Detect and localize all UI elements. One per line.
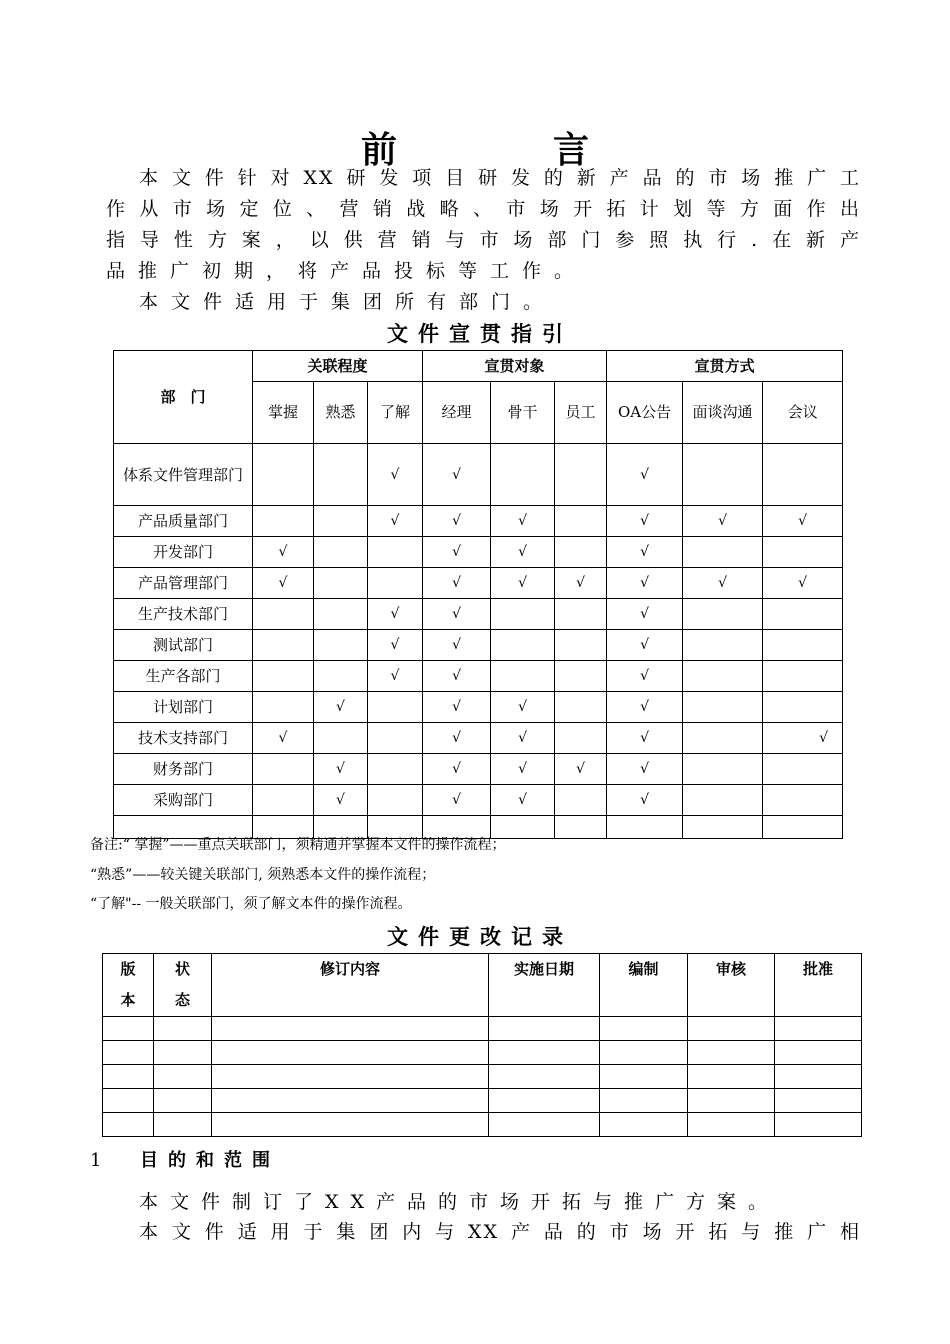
note-line-3: “了解"-- 一般关联部门，须了解文本件的操作流程。: [90, 896, 412, 912]
revision-cell: [600, 1017, 688, 1041]
table-row: [114, 785, 843, 816]
check-cell: [253, 785, 314, 816]
section-1-line-2: 本文件适用于集团内与XX产品的市场开拓与推广相: [139, 1221, 861, 1243]
check-cell: √: [423, 444, 491, 506]
check-cell: √: [491, 692, 555, 723]
revision-header-5: 审核: [688, 954, 775, 1017]
dept-name: 财务部门: [114, 754, 253, 785]
check-cell: √: [607, 506, 683, 537]
revision-cell: [154, 1065, 212, 1089]
check-cell: √: [253, 723, 314, 754]
revision-cell: [688, 1041, 775, 1065]
check-cell: [763, 754, 843, 785]
check-cell: [555, 692, 607, 723]
check-cell: √: [423, 599, 491, 630]
check-cell: √: [423, 754, 491, 785]
check-cell: √: [491, 785, 555, 816]
check-cell: √: [314, 785, 368, 816]
check-cell: [763, 599, 843, 630]
check-cell: √: [423, 506, 491, 537]
subheader-5: 员工: [555, 382, 607, 444]
check-cell: [368, 692, 423, 723]
dept-name: 技术支持部门: [114, 723, 253, 754]
revision-header-6: 批准: [775, 954, 862, 1017]
section-1-title: 目的和范围: [140, 1150, 280, 1171]
revision-header-0: 版本: [103, 954, 154, 1017]
check-cell: √: [368, 444, 423, 506]
revision-cell: [154, 1089, 212, 1113]
table-row: [114, 754, 843, 785]
check-cell: [253, 661, 314, 692]
check-cell: [253, 630, 314, 661]
check-cell: √: [491, 723, 555, 754]
subheader-7: 面谈沟通: [683, 382, 763, 444]
dept-name: 产品管理部门: [114, 568, 253, 599]
preface-line-3: 指导性方案，以供营销与市场部门参照执行.在新产: [106, 229, 861, 251]
revision-header-4: 编制: [600, 954, 688, 1017]
subheader-2: 了解: [368, 382, 423, 444]
revision-cell: [103, 1113, 154, 1137]
dept-name: 测试部门: [114, 630, 253, 661]
check-cell: [683, 723, 763, 754]
check-cell: [763, 785, 843, 816]
check-cell: [683, 692, 763, 723]
revision-cell: [489, 1065, 600, 1089]
table-row: [114, 506, 843, 537]
check-cell: √: [314, 692, 368, 723]
check-cell: [368, 568, 423, 599]
table-row: [114, 723, 843, 754]
check-cell: √: [607, 537, 683, 568]
check-cell: [314, 723, 368, 754]
check-cell: √: [763, 506, 843, 537]
revision-cell: [489, 1017, 600, 1041]
check-cell: √: [491, 568, 555, 599]
table-row: [114, 630, 843, 661]
check-cell: [555, 723, 607, 754]
dept-header: 部 门: [114, 351, 253, 444]
revision-cell: [103, 1017, 154, 1041]
check-cell: √: [607, 630, 683, 661]
check-cell: √: [491, 754, 555, 785]
check-cell: [555, 444, 607, 506]
revision-cell: [600, 1065, 688, 1089]
revision-cell: [154, 1113, 212, 1137]
guide-title: 文件宣贯指引: [387, 322, 573, 346]
check-cell: √: [491, 506, 555, 537]
check-cell: √: [423, 630, 491, 661]
dept-name: 计划部门: [114, 692, 253, 723]
table-row: [103, 1113, 862, 1137]
check-cell: √: [607, 692, 683, 723]
check-cell: √: [607, 599, 683, 630]
table-row: [114, 599, 843, 630]
page-title: 前 言: [360, 130, 649, 171]
check-cell: [253, 506, 314, 537]
check-cell: [763, 537, 843, 568]
revision-header-1: 状态: [154, 954, 212, 1017]
check-cell: [314, 661, 368, 692]
subheader-6: OA公告: [607, 382, 683, 444]
preface-scope: 本文件适用于集团所有部门。: [139, 291, 556, 313]
revision-cell: [775, 1113, 862, 1137]
check-cell: √: [607, 723, 683, 754]
check-cell: √: [555, 568, 607, 599]
check-cell: √: [368, 599, 423, 630]
revision-cell: [103, 1041, 154, 1065]
check-cell: √: [607, 444, 683, 506]
revision-cell: [212, 1041, 489, 1065]
note-line-2: “熟悉”——较关键关联部门, 须熟悉本文件的操作流程；: [90, 867, 436, 883]
table-row: [114, 444, 843, 506]
check-cell: [253, 692, 314, 723]
group-header-relevance: 关联程度: [253, 351, 423, 382]
dept-name: 生产技术部门: [114, 599, 253, 630]
check-cell: √: [368, 661, 423, 692]
revision-cell: [489, 1089, 600, 1113]
section-1-line-1: 本文件制订了XX产品的市场开拓与推广方案。: [139, 1191, 780, 1213]
check-cell: √: [607, 661, 683, 692]
check-cell: [607, 816, 683, 839]
check-cell: [491, 630, 555, 661]
revision-cell: [688, 1089, 775, 1113]
check-cell: √: [607, 785, 683, 816]
check-cell: √: [683, 506, 763, 537]
check-cell: √: [763, 723, 843, 754]
check-cell: [491, 444, 555, 506]
check-cell: [555, 785, 607, 816]
check-cell: [314, 537, 368, 568]
table-row: [114, 568, 843, 599]
revision-cell: [688, 1113, 775, 1137]
check-cell: [491, 599, 555, 630]
check-cell: [555, 816, 607, 839]
subheader-8: 会议: [763, 382, 843, 444]
section-1-heading: [90, 1146, 280, 1172]
check-cell: [683, 816, 763, 839]
check-cell: [763, 661, 843, 692]
revision-cell: [489, 1113, 600, 1137]
check-cell: [314, 630, 368, 661]
revision-cell: [600, 1041, 688, 1065]
check-cell: [683, 754, 763, 785]
check-cell: [555, 661, 607, 692]
revision-title: 文件更改记录: [387, 925, 573, 949]
subheader-0: 掌握: [253, 382, 314, 444]
subheader-3: 经理: [423, 382, 491, 444]
dept-name: 生产各部门: [114, 661, 253, 692]
check-cell: [763, 630, 843, 661]
check-cell: [368, 785, 423, 816]
revision-header-2: 修订内容: [212, 954, 489, 1017]
check-cell: [253, 444, 314, 506]
table-row: [114, 537, 843, 568]
revision-cell: [600, 1089, 688, 1113]
check-cell: √: [763, 568, 843, 599]
revision-cell: [489, 1041, 600, 1065]
check-cell: √: [683, 568, 763, 599]
check-cell: [314, 506, 368, 537]
check-cell: [314, 599, 368, 630]
dept-name: 采购部门: [114, 785, 253, 816]
check-cell: [368, 537, 423, 568]
table-row: [114, 692, 843, 723]
check-cell: √: [555, 754, 607, 785]
check-cell: [683, 630, 763, 661]
section-1-number: 1: [90, 1150, 102, 1171]
check-cell: [683, 537, 763, 568]
dept-name: 产品质量部门: [114, 506, 253, 537]
check-cell: [253, 599, 314, 630]
check-cell: [314, 568, 368, 599]
check-cell: [683, 661, 763, 692]
table-row: [103, 1017, 862, 1041]
check-cell: √: [423, 692, 491, 723]
revision-cell: [775, 1065, 862, 1089]
check-cell: √: [423, 723, 491, 754]
check-cell: [253, 754, 314, 785]
table-row: [114, 661, 843, 692]
subheader-4: 骨干: [491, 382, 555, 444]
revision-cell: [688, 1017, 775, 1041]
check-cell: √: [314, 754, 368, 785]
check-cell: [314, 444, 368, 506]
dept-name: 体系文件管理部门: [114, 444, 253, 506]
check-cell: √: [607, 568, 683, 599]
subheader-1: 熟悉: [314, 382, 368, 444]
check-cell: [763, 816, 843, 839]
check-cell: [683, 785, 763, 816]
check-cell: [555, 537, 607, 568]
check-cell: [368, 754, 423, 785]
revision-cell: [154, 1017, 212, 1041]
check-cell: [368, 723, 423, 754]
check-cell: √: [368, 630, 423, 661]
revision-cell: [154, 1041, 212, 1065]
preface-line-2: 作从市场定位、营销战略、市场开拓计划等方面作出: [106, 198, 861, 220]
group-header-method: 宣贯方式: [607, 351, 843, 382]
check-cell: √: [253, 568, 314, 599]
revision-cell: [775, 1017, 862, 1041]
group-header-audience: 宣贯对象: [423, 351, 607, 382]
check-cell: √: [607, 754, 683, 785]
revision-cell: [775, 1041, 862, 1065]
check-cell: [555, 506, 607, 537]
check-cell: √: [491, 537, 555, 568]
check-cell: √: [423, 661, 491, 692]
revision-table: [102, 953, 862, 1137]
dept-name: 开发部门: [114, 537, 253, 568]
check-cell: √: [423, 537, 491, 568]
preface-line-1: 本文件针对XX研发项目研发的新产品的市场推广工: [139, 167, 861, 189]
guide-table: [113, 350, 843, 839]
check-cell: [555, 599, 607, 630]
revision-cell: [103, 1089, 154, 1113]
preface-line-4: 品推广初期，将产品投标等工作。: [106, 260, 587, 282]
revision-cell: [212, 1065, 489, 1089]
check-cell: [491, 661, 555, 692]
check-cell: [763, 444, 843, 506]
table-row: [103, 1089, 862, 1113]
check-cell: √: [423, 785, 491, 816]
revision-cell: [775, 1089, 862, 1113]
revision-header-3: 实施日期: [489, 954, 600, 1017]
revision-cell: [212, 1113, 489, 1137]
check-cell: √: [368, 506, 423, 537]
revision-cell: [212, 1089, 489, 1113]
note-line-1: 备注:“ 掌握”——重点关联部门，须精通并掌握本文件的操作流程；: [90, 837, 506, 853]
table-row: [103, 1065, 862, 1089]
check-cell: [683, 444, 763, 506]
table-row: [103, 1041, 862, 1065]
check-cell: √: [253, 537, 314, 568]
check-cell: [555, 630, 607, 661]
check-cell: [683, 599, 763, 630]
revision-cell: [600, 1113, 688, 1137]
revision-cell: [688, 1065, 775, 1089]
revision-cell: [103, 1065, 154, 1089]
check-cell: √: [423, 568, 491, 599]
check-cell: [763, 692, 843, 723]
revision-cell: [212, 1017, 489, 1041]
